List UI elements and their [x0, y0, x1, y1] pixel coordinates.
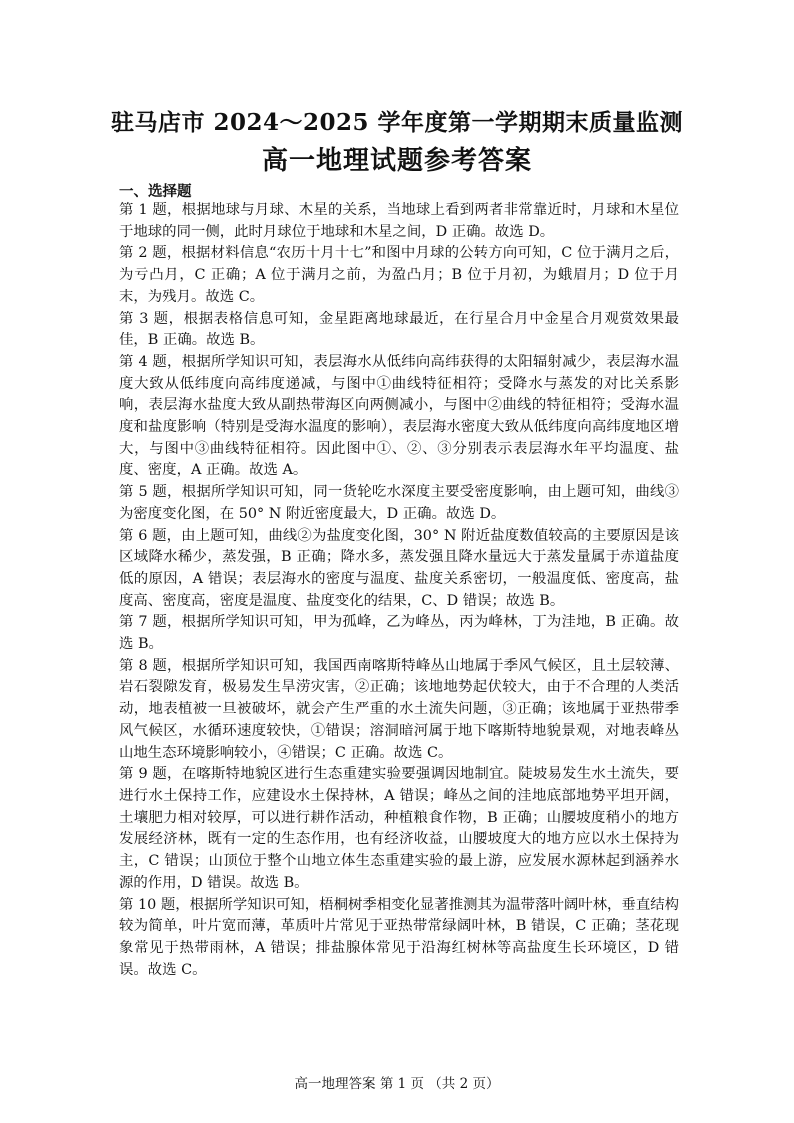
answer-q1: 第 1 题，根据地球与月球、木星的关系，当地球上看到两者非常靠近时，月球和木星位于地球的同一侧，此时月球位于地球和木星之间，D 正确。故选 D。	[119, 202, 679, 240]
answer-q9: 第 9 题，在喀斯特地貌区进行生态重建实验要强调因地制宜。陡坡易发生水土流失，要进行水土保持工作，应建设水土保持林，A 错误；峰丛之间的洼地底部地势平坦开阔，土壤肥力相对较厚，可以进行耕作活动，种植粮食作物，B 正确；山腰坡度稍小的地方发展经济林，既有一定的生态作用，也有经济收益，山腰坡度大的地方应以水土保持为主，C 错误；山顶位于整个山地立体生态重建实验的最上游，应发展水源林起到涵养水源的作用，D 错误。故选 B。	[119, 766, 679, 891]
answer-list	[119, 200, 679, 981]
answer-q5: 第 5 题，根据所学知识可知，同一货轮吃水深度主要受密度影响，由上题可知，曲线③为密度变化图，在 50° N 附近密度最大，D 正确。故选 D。	[119, 484, 679, 522]
answer-q3: 第 3 题，根据表格信息可知，金星距离地球最近，在行星合月中金星合月观赏效果最佳，B 正确。故选 B。	[119, 310, 679, 349]
exam-title: 驻马店市 2024～2025 学年度第一学期期末质量监测	[110, 109, 684, 136]
section-heading: 一、选择题	[119, 183, 192, 200]
answer-q2: 第 2 题，根据材料信息“农历十月十七”和图中月球的公转方向可知，C 位于满月之后，为亏凸月，C 正确；A 位于满月之前，为盈凸月；B 位于月初，为蛾眉月；D 位于月末，为残月。故选 C。	[119, 245, 679, 305]
answer-q6: 第 6 题，由上题可知，曲线②为盐度变化图，30° N 附近盐度数值较高的主要原因是该区域降水稀少，蒸发强，B 正确；降水多，蒸发强且降水量远大于蒸发量属于赤道盐度低的原因，A 错误；表层海水的密度与温度、盐度关系密切，一般温度低、密度高，盐度高、密度高，密度是温度、盐度变化的结果，C、D 错误；故选 B。	[119, 527, 679, 609]
answer-q4: 第 4 题，根据所学知识可知，表层海水从低纬向高纬获得的太阳辐射减少，表层海水温度大致从低纬度向高纬度递减，与图中①曲线特征相符；受降水与蒸发的对比关系影响，表层海水盐度大致从副热带海区向两侧减小，与图中②曲线的特征相符；受海水温度和盐度影响（特别是受海水温度的影响），表层海水密度大致从低纬度向高纬度地区增大，与图中③曲线特征相符。因此图中①、②、③分别表示表层海水年平均温度、盐度、密度，A 正确。故选 A。	[119, 353, 679, 479]
answer-q8: 第 8 题，根据所学知识可知，我国西南喀斯特峰丛山地属于季风气候区，且土层较薄、岩石裂隙发育，极易发生旱涝灾害，②正确；该地地势起伏较大，由于不合理的人类活动，地表植被一旦被破坏，就会产生严重的水土流失问题，③正确；该地属于亚热带季风气候区，水循环速度较快，①错误；溶洞暗河属于地下喀斯特地貌景观，对地表峰丛山地生态环境影响较小，④错误；C 正确。故选 C。	[119, 657, 679, 761]
page-footer: 高一地理答案 第 1 页 （共 2 页）	[294, 1076, 500, 1092]
document-title: 高一地理试题参考答案	[261, 146, 532, 176]
answer-q10: 第 10 题，根据所学知识可知，梧桐树季相变化显著推测其为温带落叶阔叶林，垂直结构较为简单，叶片宽而薄，革质叶片常见于亚热带常绿阔叶林，B 错误，C 正确；茎花现象常见于热带雨林，A 错误；排盐腺体常见于沿海红树林等高盐度生长环境区，D 错误。故选 C。	[119, 896, 679, 978]
answer-q7: 第 7 题，根据所学知识可知，甲为孤峰，乙为峰丛，丙为峰林，丁为洼地，B 正确。故选 B。	[119, 614, 679, 653]
